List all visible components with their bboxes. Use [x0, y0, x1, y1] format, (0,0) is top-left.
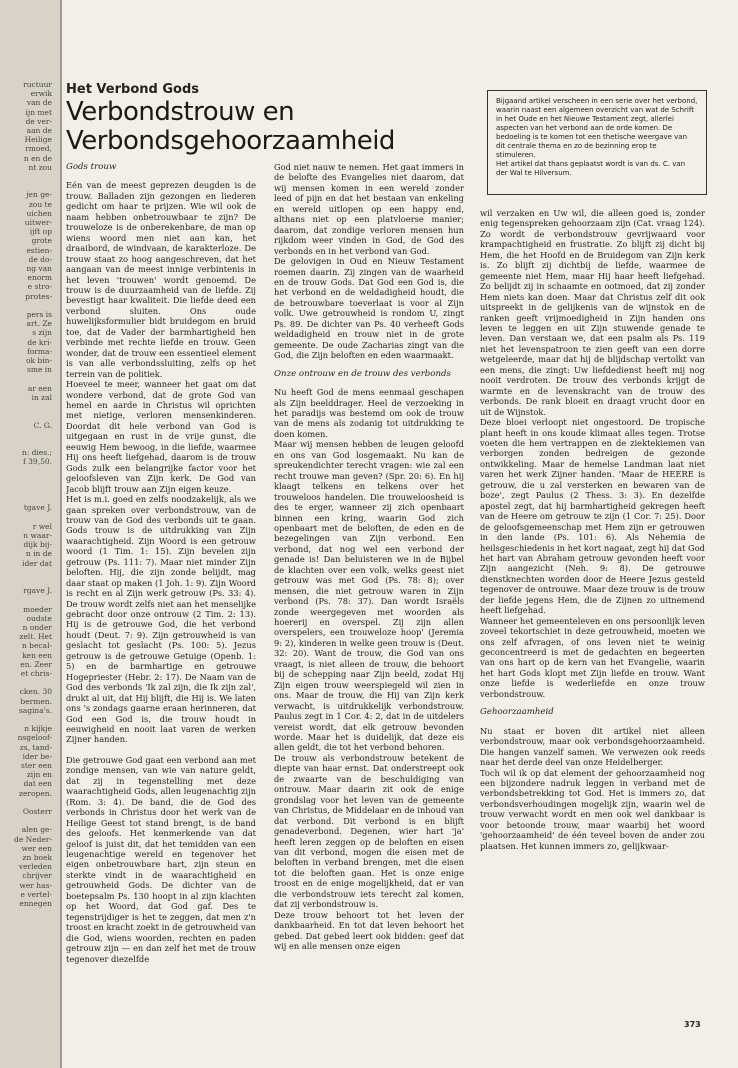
paragraph: Wanneer het gemeenteleven en ons persoonlijk leven zoveel tekortschiet in deze getrouwheid, moeten we ons zelf afvragen, of ons leven niet te weinig geconcentreerd is met de gedachten en begeerten van ons hart op de kern van het Evangelie, waarin het hart Gods klopt met Zijn liefde en trouw. Want onze liefde is wederliefde en onze trouw verbondstrouw.: [480, 615, 705, 699]
intro-text: Bijgaand artikel verscheen in een serie over het verbond, waarin naast een algemeen overzicht van wat de Schrift in het Oude en het Nieuwe Testament zegt, allerlei aspecten van het verbond aan de orde komen. De bedoeling is te komen tot een thetische weergave van dit centrale thema en zo de bezinning erop te stimuleren.: [496, 97, 698, 159]
paragraph: De trouw als verbondstrouw betekent de diepte van haar ernst. Dat onderstreept ook de zwaarte van de beschuldiging van ontrouw. Maar daarin zit ook de enige grondslag voor het leven van de gemeente van Christus, de Middelaar en de inhoud van dat verbond. Dit verbond is en blijft genadeverbond. Degenen, wier hart 'ja' heeft leren zeggen op de beloften en eisen van dit verbond, mogen die eisen met de beloften in verband brengen, met die eisen tot die beloften gaan. Het is onze enige troost en de enige mogelijkheid, dat er van die verbondstrouw iets terecht zal komen, dat zij verbondstrouw is.: [274, 752, 464, 910]
paragraph: Hoeveel te meer, wanneer het gaat om dat wondere verbond, dat de grote God van hemel en aarde in Christus wil oprichten met nietige, verloren mensenkinderen. Doordat dit hele verbond van God is uitgegaan en rust in de vrije gunst, die eeuwig Hem bewoog, in die liefde, waarmee Hij ons heeft liefgehad, daarom is de trouw Gods zulk een belangrijke factor voor het geloofsleven van Zijn kerk. De God van Jacob blijft trouw aan Zijn eigen keuze.: [66, 379, 256, 494]
paragraph: Maar wij mensen hebben de leugen geloofd en ons van God losgemaakt. Nu kan de spreukendichter terecht vragen: wie zal een recht trouwe man geven? (Spr. 20: 6). En hij klaagt telkens en telkens over het trouweloos handelen. Die trouweloosheid is des te erger, wanneer zij zich openbaart binnen een kring, waarin God zich openbaart met de beloften, de eden en de bezegelingen van Zijn verbond. Een verbond, dat nog wel een verbond der genade is! Dan beluisteren we in de Bijbel de klachten over een volk, welks geest niet getrouw was met God (Ps. 78: 8); over mensen, die niet getrouw waren in Zijn verbond (Ps. 78: 37). Dan wordt Israëls zonde weergegeven met woorden als hoererij en overspel. Zij zijn allen overspelers, een trouweloze hoop' (Jeremia 9: 2), kinderen in welke geen trouw is (Deut. 32: 20). Want de trouw, die God van ons vraagt, is niet alleen de trouw, die behoort bij de schepping naar Zijn beeld, zodat Hij Zijn eigen trouw weerspiegeld wil zien in ons. Maar de trouw, die Hij van Zijn kerk verwacht, is uitdrukkelijk verbondstrouw. Paulus zegt in 1 Cor. 4: 2, dat in de uitdelers vereist wordt, dat elk getrouw bevonden worde. Maar het is duidelijk, dat deze eis allen geldt, die tot het verbond behoren.: [274, 439, 464, 753]
paragraph: Die getrouwe God gaat een verbond aan met zondige mensen, van wie van nature geldt, dat zij in tegenstelling met deze waarachtigheid Gods, allen leugenachtig zijn (Rom. 3: 4). De band, die de God des verbonds in Christus door het werk van de Heilige Geest tot stand brengt, is de band des geloofs. Het kenmerkende van dat geloof is juist dit, dat het temidden van een leugenachtige wereld en tegenover het eigen onbetrouwbare hart, zijn steun en sterkte vindt in de waarachtigheid en getrouwheid Gods. De dichter van de boetepsalm Ps. 130 hoopt in al zijn klachten op het Woord, dat God gaf. Des te tegenstrijdiger is het te zeggen, dat men z'n troost en kracht zoekt in de getrouwheid van die God, wiens woorden, rechten en paden getrouw zijn — en dan zelf het met de trouw tegenover diezelfde: [66, 754, 256, 964]
paragraph: Het is m.i. goed en zelfs noodzakelijk, als we gaan spreken over verbondstrouw, van de trouw van de God des verbonds uit te gaan. Gods trouw is de uitdrukking van Zijn waarachtigheid. Zijn Woord is een getrouw woord (1 Tim. 1: 15). Zijn bevelen zijn getrouw (Ps. 111: 7). Maar niet minder Zijn beloften. Hij, die zijn zonde belijdt, mag daar staat op maken (1 Joh. 1: 9). Zijn Woord is recht en al Zijn werk getrouw (Ps. 33: 4). De trouw wordt zelfs niet aan het menselijke gebracht door onze ontrouw (2 Tim. 2: 13). Hij is de getrouwe God, die het verbond houdt (Deut. 7: 9). Zijn getrouwheid is van geslacht tot geslacht (Ps. 100: 5). Jezus getrouw is de getrouwe Getuige (Openb. 1: 5) en de barmhartige en getrouwe Hogepriester (Hebr. 2: 17). De Naam van de God des verbonds 'Ik zal zijn, die Ik zijn zal', drukt al uit, dat Hij blijft, die Hij is. We laten ons 's zondags gaarne eraan herinneren, dat God een God is, die trouw houdt in eeuwigheid en nooit laat varen de werken Zijner handen.: [66, 494, 256, 745]
section-heading: Gehoorzaamheid: [480, 707, 554, 718]
article-title: Verbondstrouw en Verbondsgehoorzaamheid: [66, 97, 395, 156]
column-3: [480, 208, 705, 1008]
series-kicker: Het Verbond Gods: [66, 82, 199, 97]
paragraph: De gelovigen in Oud en Nieuw Testament roemen daarin. Zij zingen van de waarheid en de trouw Gods. Dat God een God is, die het verbond en de weldadigheid houdt, die de betrouwbare toeverlaat is voor al Zijn volk. Uwe getrouwheid is rondom U, zingt Ps. 89. De dichter van Ps. 40 verheeft Gods weldadigheid en trouw niet in de grote gemeente. De oude Zacharias zingt van die God, die Zijn beloften en eden waarmaakt.: [274, 256, 464, 361]
column-2: [274, 162, 464, 992]
intro-box: [487, 90, 707, 195]
adjacent-page-spine: [0, 0, 62, 1068]
paragraph: Nu staat er boven dit artikel niet alleen verbondstrouw, maar ook verbondsgehoorzaamheid. Die hangen vanzelf samen. We verwezen ook reeds naar het derde deel van onze Heidelberger.: [480, 725, 705, 768]
intro-author: Het artikel dat thans geplaatst wordt is van ds. C. van der Wal te Hilversum.: [496, 160, 686, 177]
article-page: [62, 0, 738, 1068]
section-heading: Onze ontrouw en de trouw des verbonds: [274, 368, 451, 379]
paragraph: Toch wil ik op dat element der gehoorzaamheid nog een bijzondere nadruk leggen in verband met de verbondsbetrekking tot God. Het is immers zo, dat verbondsverhoudingen mogelijk zijn, waarin wel de trouw verwacht wordt en men ook wel dankbaar is voor betoonde trouw, maar waarbij het woord 'gehoorzaamheid' de één teveel boven de ander zou plaatsen. Het kunnen immers zo, gelijkwaar-: [480, 767, 705, 851]
paragraph: wil verzaken en Uw wil, die alleen goed is, zonder enig tegenspreken gehoorzaam zijn (Cat. vraag 124). Zo wordt de verbondstrouw gevrijwaard voor krampachtigheid en frustratie. Zo blijft zij dicht bij Hem, die het Hoofd en de Bruidegom van Zijn kerk is. Zo blijft zij dichtbij de liefde, waarmee de gemeente niet Hem, maar Hij haar heeft liefgehad. Zo belijdt zij in schaamte en ootmoed, dat zij zonder Hem niets kan doen. Maar dat Christus zelf dit ook uitspreekt in de gelijkenis van de wijnstok en de ranken geeft vrijmoedigheid in Zijn handen ons leven te leggen en uit Zijn stuwende genade te leven. Dan verstaan we, dat een psalm als Ps. 119 niet het levenspatroon te zien geeft van een dorre wetgeleerde, maar dat hij de blijdschap vertolkt van een mens, die zingt: Uw liefdedienst heeft mij nog nooit verdroten. De trouw des verbonds krijgt de warmte en de levenskracht van de trouw des verbonds. De rank bloeit en draagt vrucht door en uit de Wijnstok.: [480, 208, 705, 417]
paragraph: Eén van de meest geprezen deugden is de trouw. Balladen zijn gezongen en liederen gedicht om haar te prijzen. Wie wil ook de naam hebben onbetrouwbaar te zijn? De trouweloze is de onberekenbare, de man op wiens woord men niet aan kan, het draaibord, de windvaan, de karakterloze. De trouw staat zo hoog aangeschreven, dat het aangaan van de meest innige verbintenis in het leven 'trouwen' wordt genoemd. De trouw is de duurzaamheid van de liefde. Zij bevestigt haar kwaliteit. Die liefde deed een verbond sluiten. Ons oude huwelijksformulier bidt bruidegom en bruid toe, dat de Vader der barmhartigheid hen verbinde met rechte liefde en trouw. Geen wonder, dat de trouw een essentieel element is van alle verbondssluiting, zelfs op het terrein van de politiek.: [66, 180, 256, 379]
paragraph: Nu heeft God de mens eenmaal geschapen als Zijn beelddrager. Heel de verzoeking in het paradijs was bestemd om ook de trouw van de mens als zodanig tot uitdrukking te doen komen.: [274, 387, 464, 439]
paragraph: Deze trouw behoort tot het leven der dankbaarheid. En tot dat leven behoort het gebed. Dat gebed leert ook bidden: geef dat wij en alle mensen onze eigen: [274, 909, 464, 952]
page-number: 373: [684, 1020, 701, 1029]
section-heading: Gods trouw: [66, 162, 117, 172]
paragraph: God niet nauw te nemen. Het gaat immers in de belofte des Evangelies niet daarom, dat wij mensen komen in een wereld zonder leed of pijn en dat het bestaan van enkeling en wereld uitlopen op een happy end, althans niet op een platvloerse manier; daarom, dat zondige verloren mensen hun rijkdom weer vinden in God, de God des verbonds en in het verbond van God.: [274, 162, 464, 256]
adjacent-page-text: ructuur erwik van de ijn met de ver- aan de Heilige rmoed, n en de nt zou jen ge- zou te uichen uitwer- ijft op grote estien- de do- ng van enorm e stro- protes- pers is art. Ze s zijn de kri- forma- ok bin- sme in ar een in zal C. G. n: dies.; f 39,50. tgave J. r wel n waar- dijk bij- n in de ider dat rgave J. moeder oudste n onder zelt. Het n becal- ken een en. Zeer et chris- cken. 30 bermen. sagina's. n kijkje nsgeloof- zs, tand- ider be- ster een zijn en dat een zeropen. Oosterr alen ge- de Neder- wer een zn boek verleden chrijver wer has- e vertel- ennegen: [14, 80, 52, 909]
column-1: [66, 162, 256, 1022]
paragraph: Deze bloei verloopt niet ongestoord. De tropische plant heeft in ons koude klimaat alles tegen. Trotse voeten die hem vertrappen en de ziektekiemen van verborgen zonden bedreigen de gezonde ontwikkeling. Maar de hemelse Landman laat niet varen het werk Zijner handen. 'Maar de HEERE is getrouw, die u zal versterken en bewaren van de boze', zegt Paulus (2 Thess. 3: 3). En dezelfde apostel zegt, dat hij barmhartigheid gekregen heeft van de Heere om getrouw te zijn (1 Cor. 7: 25). Door de geloofsgemeenschap met Hem zijn er getrouwen in den lande (Ps. 101: 6). Als Nehemia de heilsgeschiedenis in het kort nagaat, zegt hij dat God het hart van Abraham getrouw gevonden heeft voor Zijn aangezicht (Neh. 9: 8). De getrouwe dienstknechten worden door de Heere Jezus gesteld tegenover de ontrouwe. Maar deze trouw is de trouw der liefde jegens Hem, die de Zijnen zo uitnemend heeft liefgehad.: [480, 417, 705, 616]
